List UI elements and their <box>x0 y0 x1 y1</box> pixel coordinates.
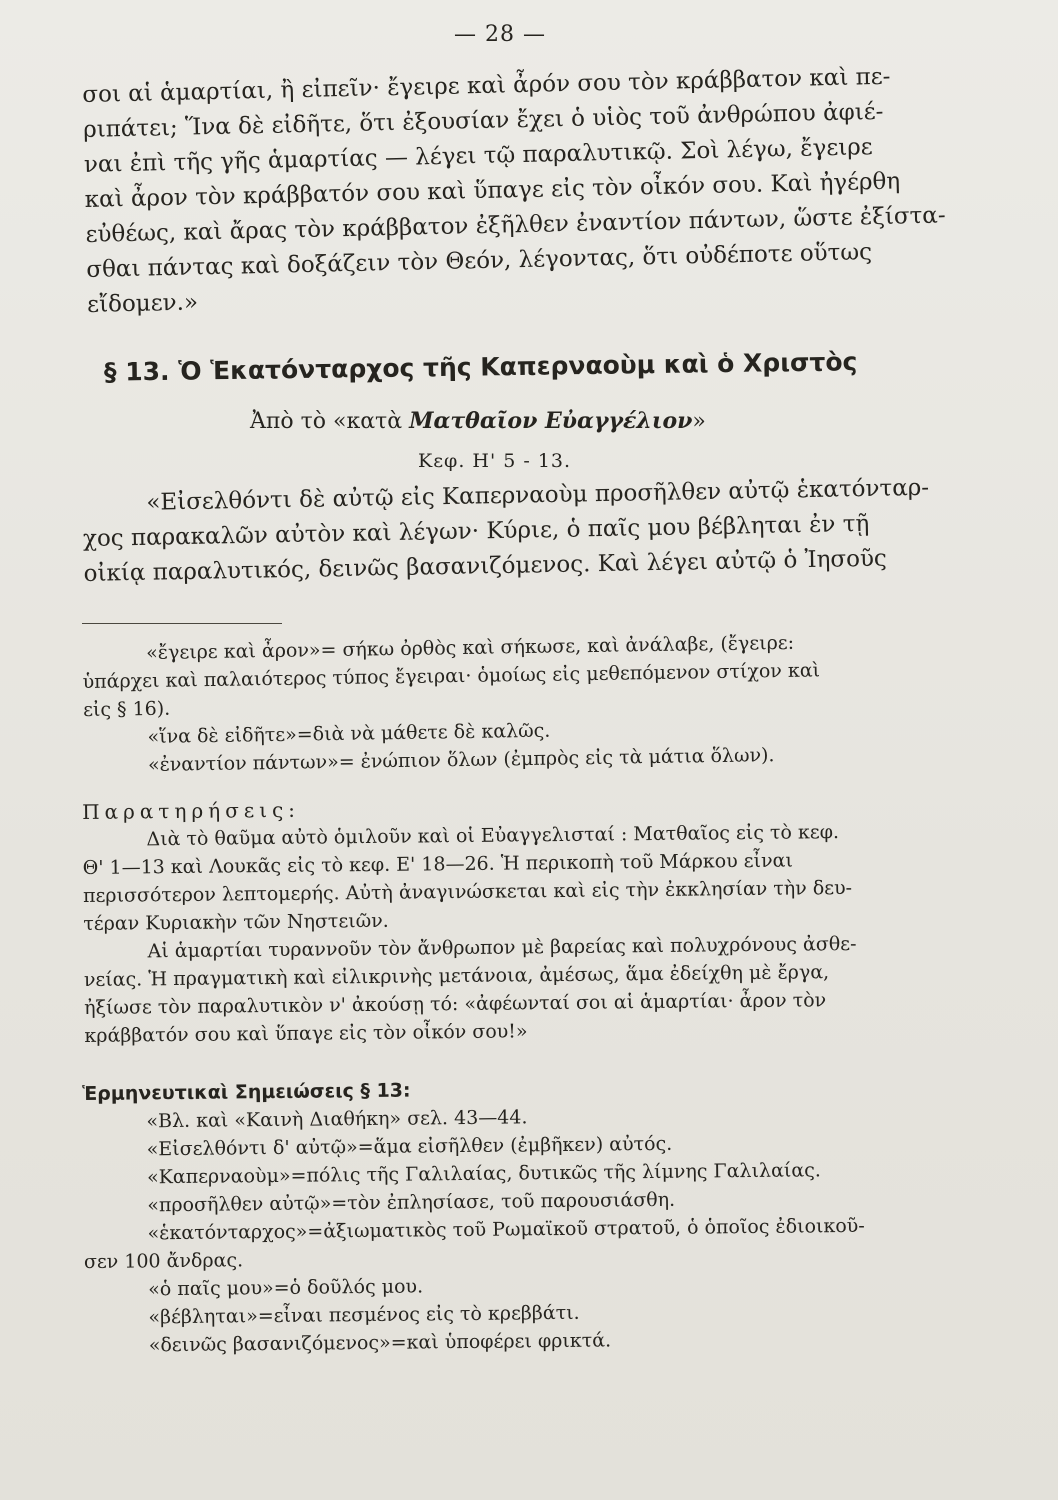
text-line: εὐθέως, καὶ ἄρας τὸν κράββατον ἐξῆλθεν ἐναντίον πάντων, ὥστε ἐξίστα- <box>85 202 946 248</box>
observations <box>82 789 945 1050</box>
observation-line: ἠξίωσε τὸν παραλυτικὸν ν' ἀκούσῃ τό: «ἀφέωνταί σοι αἱ ἁμαρτίαι· ἆρον τὸν <box>84 989 827 1019</box>
section-heading: § 13. Ὁ Ἑκατόνταρχος τῆς Καπερναοὺμ καὶ ὁ Χριστὸς <box>103 347 858 387</box>
note-line: «Εἰσελθόντι δ' αὐτῷ»=ἅμα εἰσῆλθεν (ἐμβῆκεν) αὐτός. <box>146 1132 673 1161</box>
note-line: σεν 100 ἄνδρας. <box>83 1249 244 1273</box>
footnote-line: «ἵνα δὲ εἰδῆτε»=διὰ νὰ μάθετε δὲ καλῶς. <box>147 719 551 748</box>
text-line: σοι αἱ ἁμαρτίαι, ἢ εἰπεῖν· ἔγειρε καὶ ἆρόν σου τὸν κράββατον καὶ πε- <box>82 63 891 108</box>
observation-line: Διὰ τὸ θαῦμα αὐτὸ ὁμιλοῦν καὶ οἱ Εὐαγγελισταί : Ματθαῖος εἰς τὸ κεφ. <box>146 821 840 851</box>
footnote-line: «ἔγειρε καὶ ἆρον»= σήκω ὀρθὸς καὶ σήκωσε, καὶ ἀνάλαβε, (ἔγειρε: <box>146 631 795 664</box>
observation-line: Θ' 1—13 καὶ Λουκᾶς εἰς τὸ κεφ. Ε' 18—26. Ἡ περικοπὴ τοῦ Μάρκου εἶναι <box>82 849 793 879</box>
observation-line: κράββατόν σου καὶ ὕπαγε εἰς τὸν οἶκόν σου!» <box>84 1020 528 1047</box>
text-line: εἴδομεν.» <box>86 289 199 318</box>
note-line: «Καπερναοὺμ»=πόλις τῆς Γαλιλαίας, δυτικῶς τῆς λίμνης Γαλιλαίας. <box>146 1159 821 1189</box>
observation-line: νείας. Ἡ πραγματικὴ καὶ εἰλικρινὴς μετάνοια, ἀμέσως, ἅμα ἐδείχθη μὲ ἔργα, <box>83 961 830 991</box>
text-line: καὶ ἆρον τὸν κράββατόν σου καὶ ὕπαγε εἰς τὸν οἶκόν σου. Καὶ ἠγέρθη <box>84 168 901 213</box>
text-line: σθαι πάντας καὶ δοξάζειν τὸν Θεόν, λέγοντας, ὅτι οὐδέποτε οὕτως <box>86 239 873 283</box>
footnotes <box>82 626 944 779</box>
note-line: «προσῆλθεν αὐτῷ»=τὸν ἐπλησίασε, τοῦ παρουσιάσθη. <box>147 1188 676 1217</box>
observation-line: τέραν Κυριακὴν τῶν Νηστειῶν. <box>83 909 389 935</box>
source-suffix: » <box>692 409 706 434</box>
note-line: «ὁ παῖς μου»=ὁ δοῦλός μου. <box>148 1275 424 1301</box>
footnote-line: «ἐναντίον πάντων»= ἐνώπιον ὅλων (ἐμπρὸς εἰς τὰ μάτια ὅλων). <box>147 744 775 776</box>
text-line: οἰκίᾳ παραλυτικός, δεινῶς βασανιζόμενος. Καὶ λέγει αὐτῷ ὁ Ἰησοῦς <box>83 545 888 587</box>
opening-paragraph <box>82 58 947 322</box>
exegetical-notes <box>82 1071 945 1360</box>
note-line: «δεινῶς βασανιζόμενος»=καὶ ὑποφέρει φρικτά. <box>148 1329 612 1357</box>
source-title: Ματθαῖον Εὐαγγέλιον <box>409 408 693 434</box>
note-line: «Βλ. καὶ «Καινὴ Διαθήκη» σελ. 43—44. <box>146 1106 528 1133</box>
exegetical-notes-title: Ἑρμηνευτικαὶ Σημειώσεις § 13: <box>82 1079 411 1105</box>
note-line: «ἑκατόνταρχος»=ἀξιωματικὸς τοῦ Ρωμαϊκοῦ στρατοῦ, ὁ ὁποῖος ἐδιοικοῦ- <box>147 1214 865 1245</box>
source-prefix: Ἀπὸ τὸ «κατὰ <box>250 409 403 434</box>
observation-line: Αἱ ἁμαρτίαι τυραννοῦν τὸν ἄνθρωπον μὲ βαρείας καὶ πολυχρόνους ἀσθε- <box>147 932 857 963</box>
footnote-line: εἰς § 16). <box>82 697 171 721</box>
gospel-text <box>82 470 944 591</box>
text-line: «Εἰσελθόντι δὲ αὐτῷ εἰς Καπερναοὺμ προσῆλθεν αὐτῷ ἑκατόνταρ- <box>146 474 930 516</box>
text-line: ριπάτει; Ἵνα δὲ εἰδῆτε, ὅτι ἐξουσίαν ἔχει ὁ υἱὸς τοῦ ἀνθρώπου ἀφιέ- <box>82 98 884 143</box>
chapter-reference: Κεφ. Η' 5 - 13. <box>418 450 572 472</box>
observation-line: περισσότερον λεπτομερής. Αὐτὴ ἀναγινώσκεται καὶ εἰς τὴν ἐκκλησίαν τὴν δευ- <box>82 876 853 907</box>
text-line: χος παρακαλῶν αὐτὸν καὶ λέγων· Κύριε, ὁ παῖς μου βέβληται ἐν τῇ <box>82 510 870 552</box>
footnote-divider <box>82 623 282 624</box>
observations-title: Παρατηρήσεις: <box>82 797 301 824</box>
section-source <box>250 408 810 434</box>
page-number: — 28 — <box>454 22 546 47</box>
text-line: ναι ἐπὶ τῆς γῆς ἁμαρτίας — λέγει τῷ παραλυτικῷ. Σοὶ λέγω, ἔγειρε <box>83 134 873 178</box>
footnote-line: ὑπάρχει καὶ παλαιότερος τύπος ἔγειραι· ὁμοίως εἰς μεθεπόμενον στίχον καὶ <box>82 659 821 693</box>
note-line: «βέβληται»=εἶναι πεσμένος εἰς τὸ κρεββάτι. <box>148 1301 580 1329</box>
